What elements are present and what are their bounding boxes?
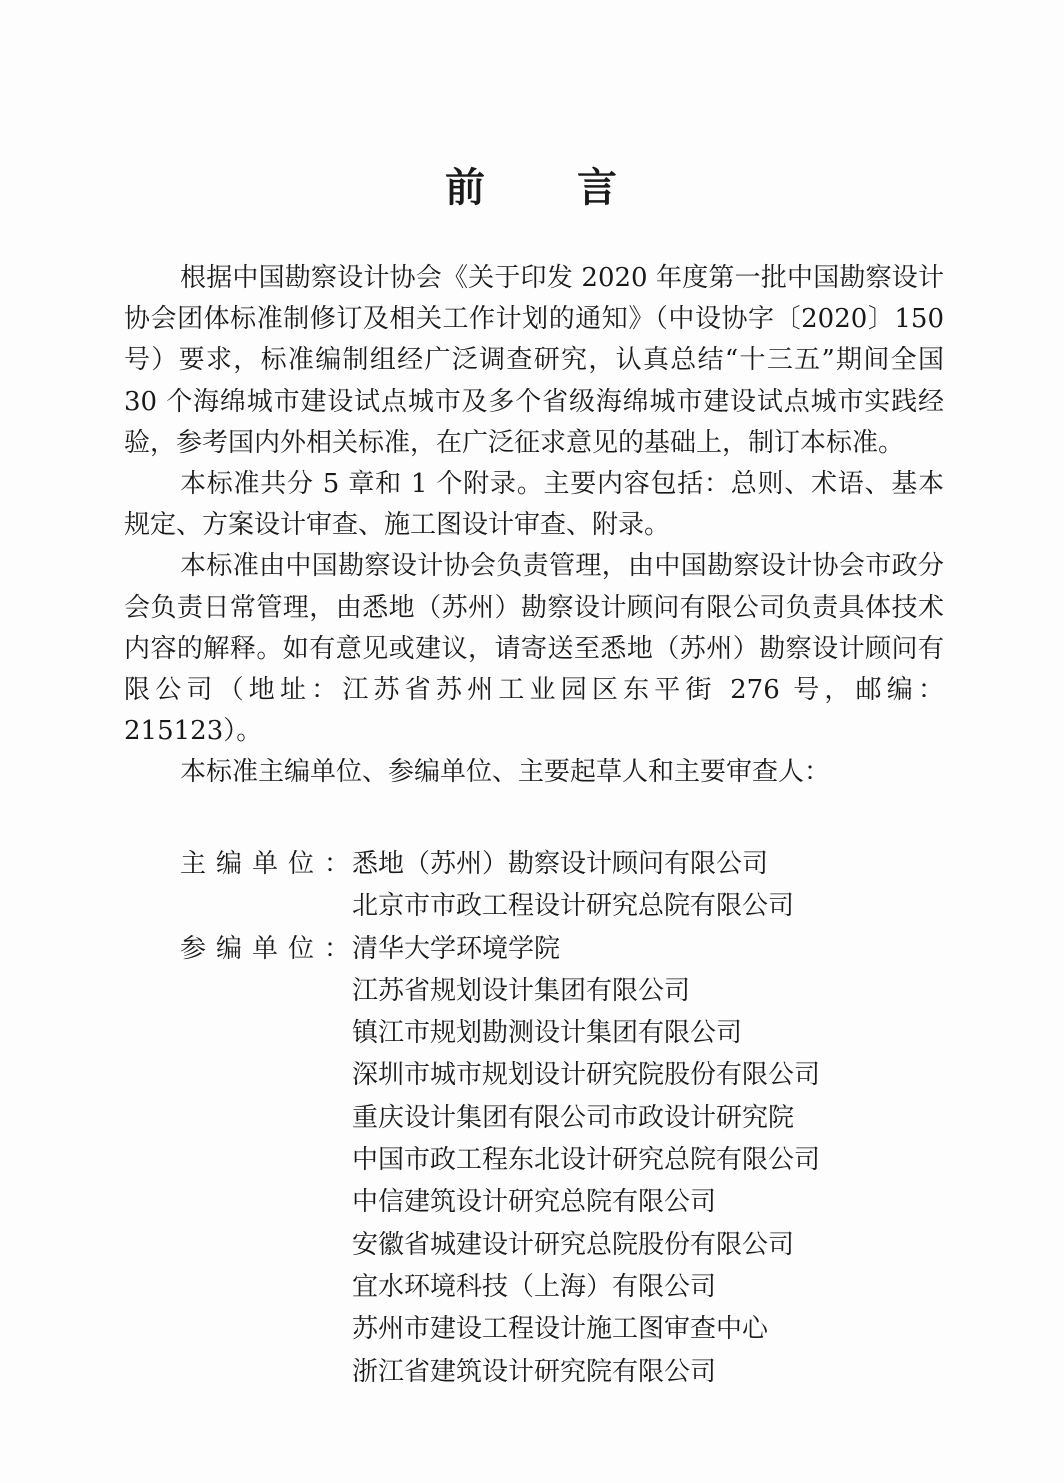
list-item: 悉地（苏州）勘察设计顾问有限公司 (352, 849, 769, 879)
paragraph-units-intro: 本标准主编单位、参编单位、主要起草人和主要审查人： (180, 757, 831, 788)
chief-units-list (352, 843, 794, 928)
page-title (0, 158, 1064, 218)
paragraph-basis: 根据中国勘察设计协会《关于印发 2020 年度第一批中国勘察设计协会团体标准制修订及相关工作计划的通知》（中设协字〔2020〕150 号）要求，标准编制组经广泛调查研究，认真总结“十三五”期间全国 30 个海绵城市建设试点城市及多个省级海绵城市建设试点城市实践经验，参考国内外相关标准，在广泛征求意见的基础上，制订本标准。 (124, 263, 944, 458)
paragraph-contents: 本标准共分 5 章和 1 个附录。主要内容包括：总则、术语、基本规定、方案设计审查、施工图设计审查、附录。 (124, 469, 944, 541)
list-item: 深圳市城市规划设计研究院股份有限公司 (352, 1060, 821, 1091)
paragraph-management: 本标准由中国勘察设计协会负责管理，由中国勘察设计协会市政分会负责日常管理，由悉地（苏州）勘察设计顾问有限公司负责具体技术内容的解释。如有意见或建议，请寄送至悉地（苏州）勘察设计顾问有限公司（地址：江苏省苏州工业园区东平街 276 号，邮编：215123）。 (124, 551, 944, 747)
list-item: 北京市市政工程设计研究总院有限公司 (352, 891, 795, 922)
list-item: 中国市政工程东北设计研究总院有限公司 (352, 1145, 821, 1176)
units-section (180, 843, 820, 1393)
title-char-2: 言 (577, 164, 619, 211)
list-item: 江苏省规划设计集团有限公司 (352, 975, 691, 1006)
participating-units-list (352, 928, 820, 1393)
chief-units-label: 主编单位： (180, 849, 361, 879)
list-item: 镇江市规划勘测设计集团有限公司 (352, 1018, 743, 1049)
participating-units-label: 参编单位： (180, 933, 361, 964)
list-item: 重庆设计集团有限公司市政设计研究院 (352, 1102, 795, 1133)
chief-units-row (180, 843, 820, 928)
list-item: 宜水环境科技（上海）有限公司 (352, 1271, 717, 1302)
preface-body (124, 258, 944, 794)
list-item: 安徽省城建设计研究总院股份有限公司 (352, 1229, 795, 1260)
list-item: 浙江省建筑设计研究院有限公司 (352, 1356, 717, 1387)
title-char-1: 前 (445, 164, 487, 211)
participating-units-row (180, 928, 820, 1393)
list-item: 苏州市建设工程设计施工图审查中心 (352, 1314, 769, 1345)
list-item: 清华大学环境学院 (352, 933, 561, 964)
list-item: 中信建筑设计研究总院有限公司 (352, 1187, 717, 1218)
